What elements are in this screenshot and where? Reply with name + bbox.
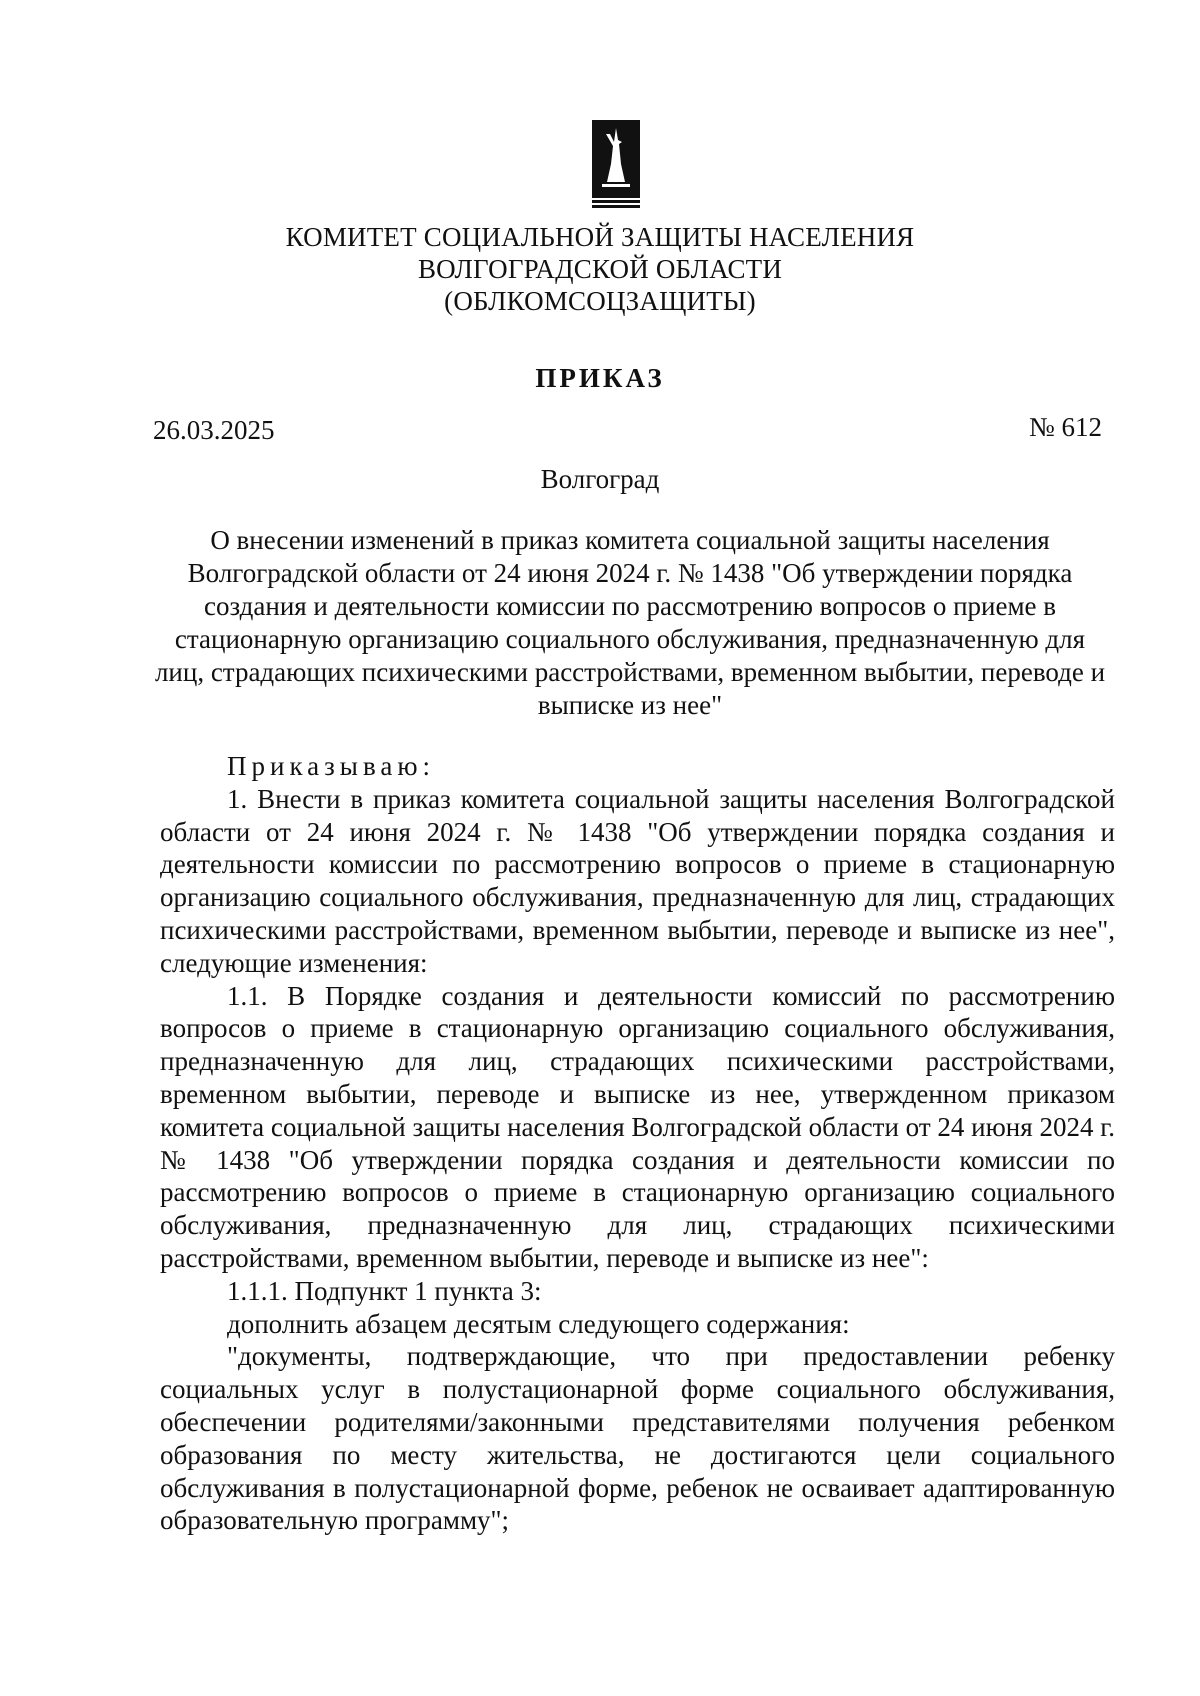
- paragraph-1-1-1: 1.1.1. Подпункт 1 пункта 3:: [227, 1275, 542, 1306]
- organization-abbreviation: (ОБЛКОМСОЦЗАЩИТЫ): [444, 286, 756, 316]
- paragraph-1: 1. Внести в приказ комитета социальной защиты населения Волгоградской области от 24 июня 2024 г. № 1438 "Об утверждении порядка создания и деятельности комиссии по рассмотрению вопросов о приеме в стационарную организацию социального обслуживания, предназначенную для лиц, страдающих психическими расстройствами, временном выбытии, переводе и выписке из нее", следующие изменения:: [160, 783, 1115, 978]
- document-type-title: ПРИКАЗ: [535, 363, 665, 393]
- coat-of-arms-icon: [592, 120, 640, 210]
- organization-name-line-2: ВОЛГОГРАДСКОЙ ОБЛАСТИ: [417, 254, 783, 284]
- document-body: [160, 750, 1115, 1537]
- paragraph-add-clause: дополнить абзацем десятым следующего содержания:: [227, 1308, 850, 1339]
- organization-name-line-1: КОМИТЕТ СОЦИАЛЬНОЙ ЗАЩИТЫ НАСЕЛЕНИЯ: [285, 222, 915, 252]
- document-city: Волгоград: [540, 464, 660, 494]
- order-word: Приказываю:: [227, 751, 435, 781]
- document-number: № 612: [1028, 412, 1102, 442]
- paragraph-1-1: 1.1. В Порядке создания и деятельности комиссий по рассмотрению вопросов о приеме в стационарную организацию социального обслуживания, предназначенную для лиц, страдающих психическими расстройствами, временном выбытии, переводе и выписке из нее, утвержденном приказом комитета социальной защиты населения Волгоградской области от 24 июня 2024 г. № 1438 "Об утверждении порядка создания и деятельности комиссии по рассмотрению вопросов о приеме в стационарную организацию социального обслуживания, предназначенную для лиц, страдающих психическими расстройствами, временном выбытии, переводе и выписке из нее":: [160, 980, 1115, 1273]
- document-subject: О внесении изменений в приказ комитета социальной защиты населения Волгоградской области от 24 июня 2024 г. № 1438 "Об утверждении порядка создания и деятельности комиссии по рассмотрению вопросов о приеме в стационарную организацию социального обслуживания, предназначенную для лиц, страдающих психическими расстройствами, временном выбытии, переводе и выписке из нее": [154, 525, 1106, 720]
- document-date: 26.03.2025: [153, 415, 275, 445]
- paragraph-quoted-text: "документы, подтверждающие, что при предоставлении ребенку социальных услуг в полустационарной форме социального обслуживания, обеспечении родителями/законными представителями получения ребенком образования по месту жительства, не достигаются цели социального обслуживания в полустационарной форме, ребенок не осваивает адаптированную образовательную программу";: [160, 1341, 1115, 1536]
